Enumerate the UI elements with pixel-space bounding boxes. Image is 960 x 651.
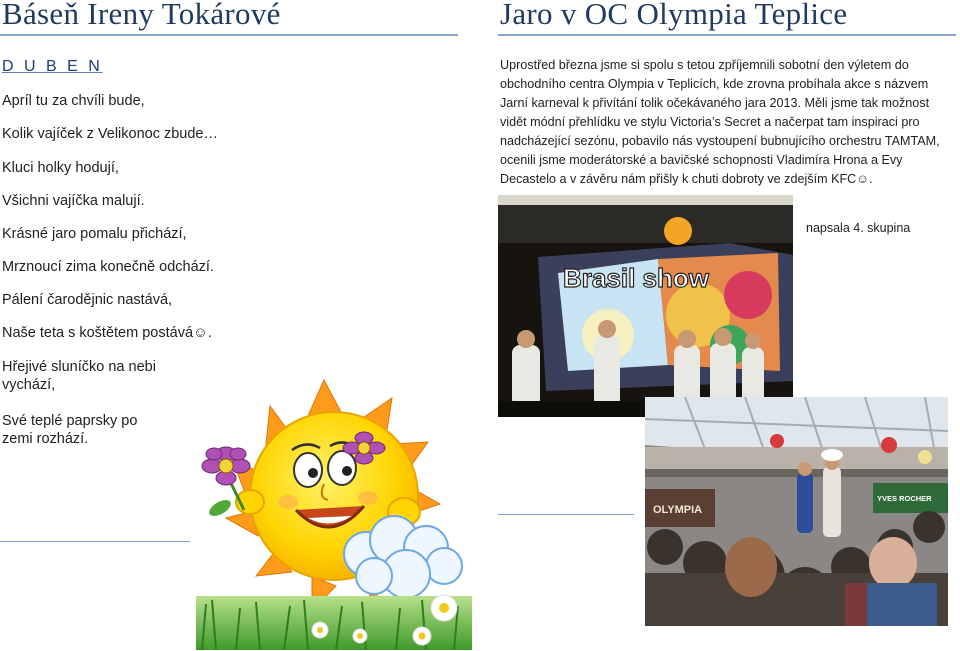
article-title: Jaro v OC Olympia Teplice <box>500 0 848 31</box>
poem-end-rule <box>0 541 190 542</box>
poem-line: Pálení čarodějnic nastává, <box>2 292 173 308</box>
poem-line: Své teplé paprsky po zemi rozhází. <box>2 413 138 447</box>
poem-line: Hřejivé sluníčko na nebi vychází, <box>2 359 156 393</box>
poem-month-heading: D U B E N <box>2 58 103 75</box>
poem-line: Krásné jaro pomalu přichází, <box>2 226 187 242</box>
poem-title: Báseň Ireny Tokárové <box>2 0 281 31</box>
poem-title-underline <box>0 34 458 36</box>
poem-line: Mrznoucí zima konečně odchází. <box>2 259 214 275</box>
photo-brasil-show-stage <box>498 195 793 417</box>
article-title-underline <box>498 34 956 36</box>
sun-illustration <box>196 378 472 650</box>
poem-line: Kluci holky hodují, <box>2 160 119 176</box>
poem-line: Apríl tu za chvíli bude, <box>2 93 145 109</box>
mall-sign-olympia: OLYMPIA <box>653 504 703 516</box>
brasil-show-banner-text: Brasil show <box>563 263 709 293</box>
article-body: Uprostřed března jsme si spolu s tetou zpříjemnili sobotní den výletem do obchodního centra Olympia v Teplicích, kde zrovna probíhala akce s názvem Jarní karneval k přivítání tolik očekávaného jara 2013. Měli jsme tak možnost vidět módní přehlídku ve stylu Victoria’s Secret a načerpat tam inspiraci pro nadcházející sezónu, pobavilo nás vystoupení bubnujícího orchestru TAMTAM, ocenili jsme moderátorské a bavičské schopnosti Vladimíra Hrona a Evy Decastelo a v závěru nám přišly k chuti dobroty ve zdejším KFC☺. <box>500 58 940 186</box>
photo-mall-interior <box>645 397 948 626</box>
article-end-rule <box>498 514 634 515</box>
poem-line: Všichni vajíčka malují. <box>2 193 145 209</box>
article-signature: napsala 4. skupina <box>806 221 911 235</box>
mall-sign-yves-rocher: YVES ROCHER <box>877 494 932 503</box>
poem-line: Kolik vajíček z Velikonoc zbude… <box>2 126 218 142</box>
poem-line: Naše teta s koštětem postává☺. <box>2 325 212 341</box>
